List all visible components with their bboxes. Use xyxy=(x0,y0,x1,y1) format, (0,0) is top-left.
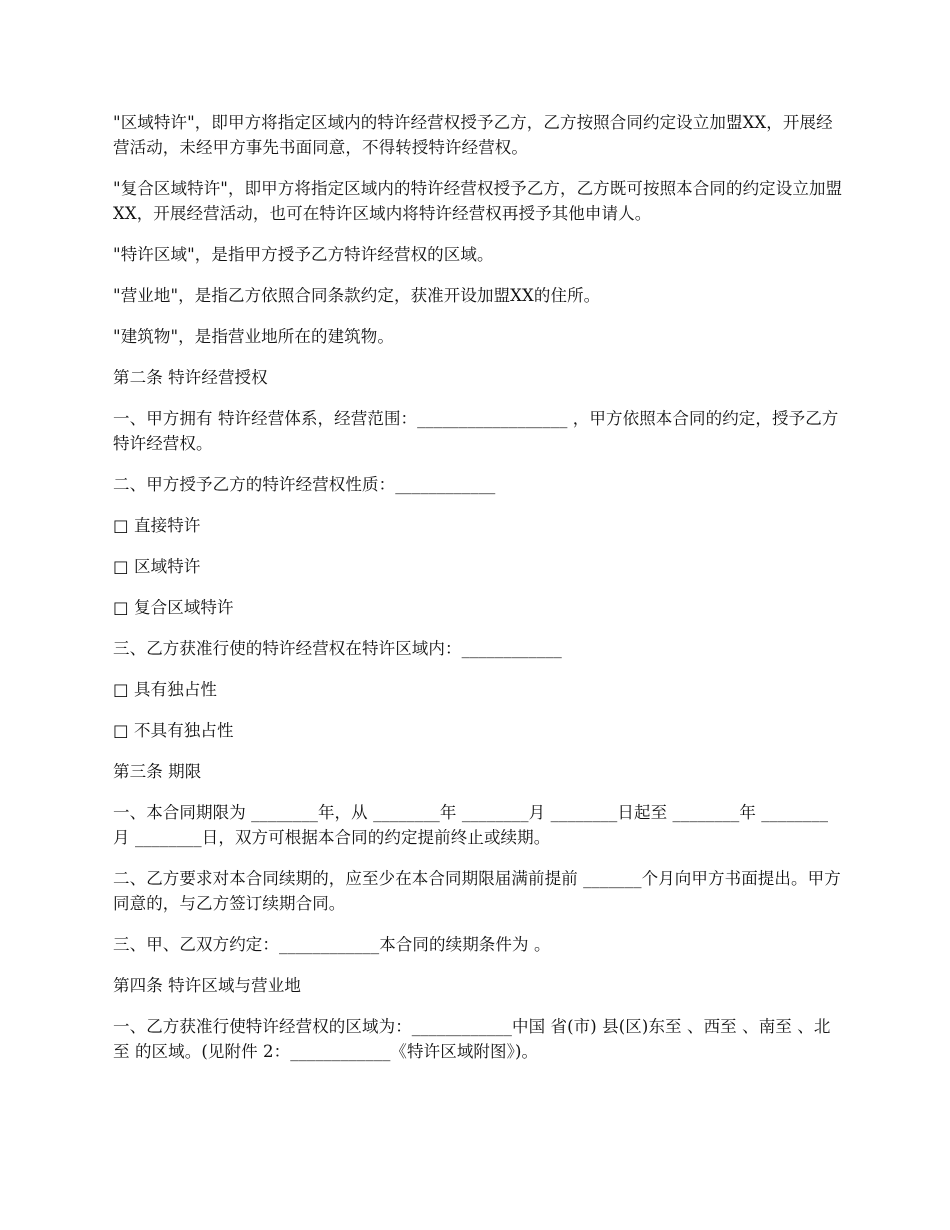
definition-composite-regional-franchise: "复合区域特许"，即甲方将指定区域内的特许经营权授予乙方，乙方既可按照本合同的约定设立加盟XX，开展经营活动，也可在特许区域内将特许经营权再授予其他申请人。 xyxy=(113,179,843,223)
article-2-clause-1: 一、甲方拥有 特许经营体系，经营范围：__________________ ，甲方依照本合同的约定，授予乙方 特许经营权。 xyxy=(113,409,844,453)
option-exclusive: □ 具有独占性 xyxy=(113,680,218,699)
definition-building: "建筑物"，是指营业地所在的建筑物。 xyxy=(113,327,394,346)
article-4-heading: 第四条 特许区域与营业地 xyxy=(113,976,301,995)
article-3-clause-1: 一、本合同期限为 ________年，从 ________年 ________月 ________日起至 ________年 ________月 ________日，双方可根据本合同的约定提前终止或续期。 xyxy=(113,803,829,847)
option-regional-franchise: □ 区域特许 xyxy=(113,557,201,576)
option-composite-regional-franchise: □ 复合区域特许 xyxy=(113,598,234,617)
definition-franchise-area: "特许区域"，是指甲方授予乙方特许经营权的区域。 xyxy=(113,245,494,264)
option-non-exclusive: □ 不具有独占性 xyxy=(113,721,234,740)
article-3-clause-3: 三、甲、乙双方约定：____________本合同的续期条件为 。 xyxy=(113,935,551,954)
article-3-clause-2: 二、乙方要求对本合同续期的，应至少在本合同期限届满前提前 _______个月向甲方书面提出。甲方同意的，与乙方签订续期合同。 xyxy=(113,869,841,913)
option-direct-franchise: □ 直接特许 xyxy=(113,516,201,535)
article-2-heading: 第二条 特许经营授权 xyxy=(113,368,268,387)
article-3-heading: 第三条 期限 xyxy=(113,762,202,781)
article-2-clause-2: 二、甲方授予乙方的特许经营权性质：____________ xyxy=(113,475,496,494)
document-page xyxy=(113,110,843,1080)
definition-business-location: "营业地"，是指乙方依照合同条款约定，获准开设加盟XX的住所。 xyxy=(113,286,601,305)
article-2-clause-3: 三、乙方获准行使的特许经营权在特许区域内：____________ xyxy=(113,639,562,658)
definition-regional-franchise: "区域特许"，即甲方将指定区域内的特许经营权授予乙方，乙方按照合同约定设立加盟XX，开展经营活动，未经甲方事先书面同意，不得转授特许经营权。 xyxy=(113,113,833,157)
article-4-clause-1: 一、乙方获准行使特许经营权的区域为：____________中国 省(市) 县(区)东至 、西至 、南至 、北至 的区域。(见附件 2：____________《特许区域附图》)。 xyxy=(113,1017,831,1061)
